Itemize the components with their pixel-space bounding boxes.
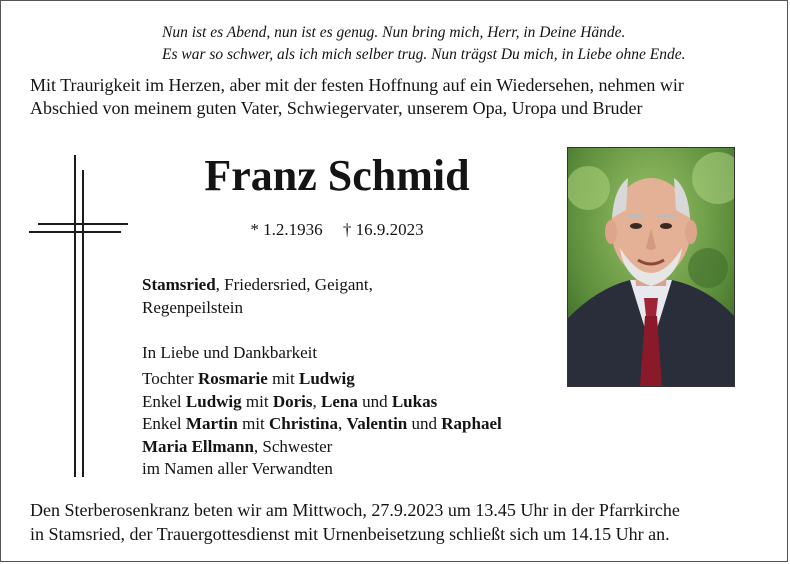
- family-text: , Schwester: [253, 436, 333, 456]
- service-info: [30, 499, 770, 546]
- family-member: Maria Ellmann: [142, 436, 254, 456]
- service-line-1: Den Sterberosenkranz beten wir am Mittwoch, 27.9.2023 um 13.45 Uhr in der Pfarrkirche: [30, 500, 680, 520]
- family-member: Doris: [272, 391, 313, 411]
- cross-horizontal-line: [38, 223, 128, 225]
- family-member: Martin: [185, 414, 238, 433]
- deceased-name: Franz Schmid: [204, 151, 470, 200]
- intro-line-1: Mit Traurigkeit im Herzen, aber mit der festen Hoffnung auf ein Wiedersehen, nehmen wir: [30, 75, 684, 95]
- intro-line-2: Abschied von meinem guten Vater, Schwiegervater, unserem Opa, Uropa und Bruder: [30, 98, 643, 118]
- portrait-illustration: [568, 148, 734, 386]
- family-list: [142, 368, 502, 481]
- places-line-2: Regenpeilstein: [142, 298, 244, 317]
- family-member: Valentin: [346, 414, 408, 433]
- motto-line-1: Nun ist es Abend, nun ist es genug. Nun bring mich, Herr, in Deine Hände.: [162, 24, 626, 41]
- death-date: † 16.9.2023: [342, 220, 424, 239]
- family-line-5: im Namen aller Verwandten: [142, 459, 333, 478]
- life-dates: [150, 219, 524, 241]
- family-text: und: [407, 414, 442, 433]
- service-line-2: in Stamsried, der Trauergottesdienst mit Urnenbeisetzung schließt sich um 14.15 Uhr an.: [30, 523, 670, 544]
- family-text: mit: [267, 369, 299, 388]
- motto-verse: [162, 22, 686, 66]
- family-member: Lukas: [391, 391, 438, 411]
- places-line-1: [142, 273, 373, 296]
- family-member: Ludwig: [298, 369, 355, 388]
- family-text: ,: [337, 414, 347, 433]
- intro-text: [30, 74, 770, 120]
- motto-line-2: Es war so schwer, als ich mich selber trug. Nun trägst Du mich, in Liebe ohne Ende.: [162, 46, 686, 63]
- cross-vertical-line: [74, 155, 76, 477]
- portrait-photo: [567, 147, 735, 387]
- family-text: Tochter: [142, 369, 198, 388]
- family-text: ,: [312, 391, 321, 411]
- family-line-2: [142, 391, 502, 414]
- family-text: mit: [241, 391, 273, 411]
- grief-line: In Liebe und Dankbarkeit: [142, 343, 318, 362]
- family-member: Raphael: [441, 414, 502, 433]
- family-text: und: [357, 391, 392, 411]
- family-member: Christina: [269, 414, 338, 433]
- family-line-4: [142, 436, 502, 459]
- family-text: Enkel: [142, 391, 186, 411]
- cross-horizontal-line: [29, 231, 121, 233]
- birth-date: * 1.2.1936: [250, 220, 323, 239]
- family-line-1: [142, 368, 502, 391]
- places-list: [142, 273, 373, 319]
- family-member: Rosmarie: [197, 369, 268, 388]
- place-stamsried: Stamsried: [142, 275, 216, 294]
- places-rest: , Friedersried, Geigant,: [215, 275, 373, 294]
- family-member: Lena: [321, 391, 358, 411]
- family-line-3: [142, 413, 502, 436]
- family-text: Enkel: [142, 414, 186, 433]
- cross-vertical-line: [82, 170, 84, 477]
- family-text: mit: [237, 414, 270, 433]
- family-member: Ludwig: [185, 391, 242, 411]
